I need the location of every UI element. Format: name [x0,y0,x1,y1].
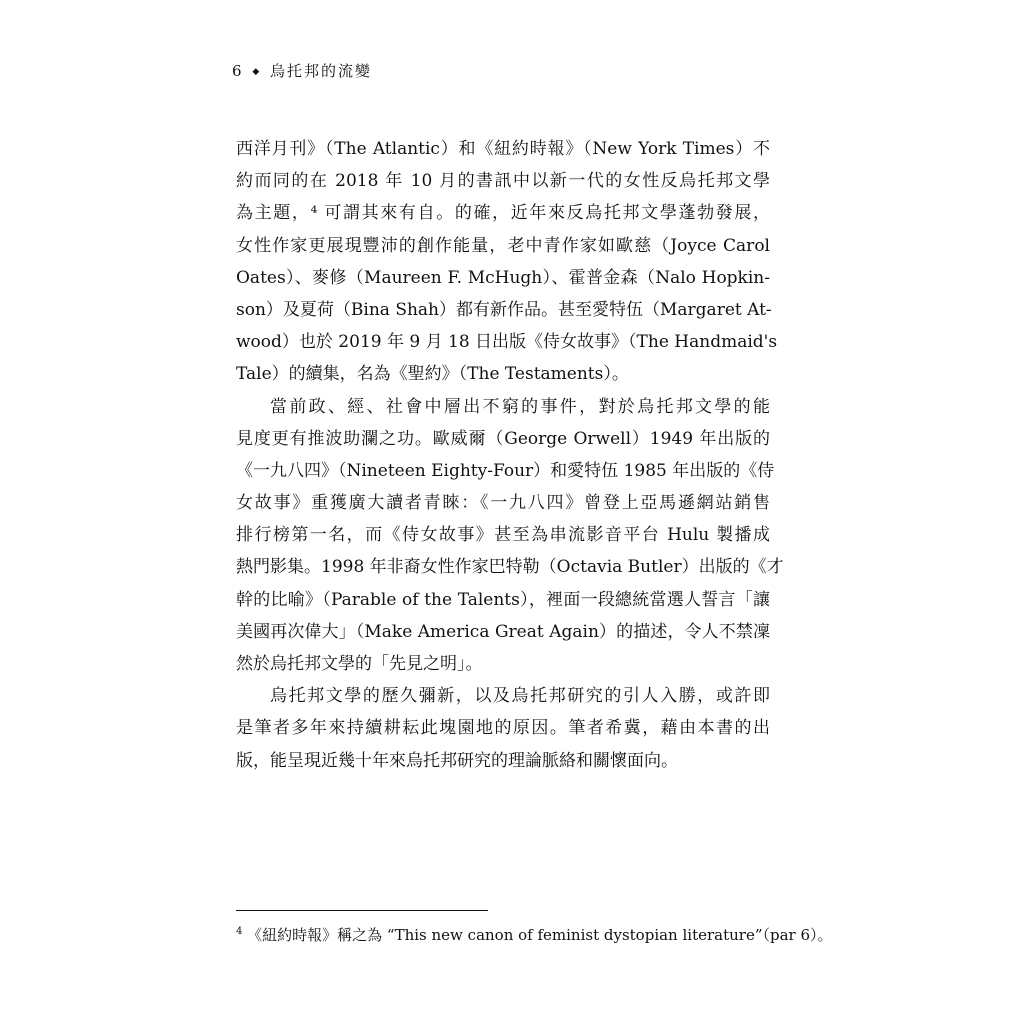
text-line: Oates）、麥修（Maureen F. McHugh）、霍普金森（Nalo Hopkin- [236,267,770,288]
text-line: 排行榜第一名，而《侍女故事》甚至為串流影音平台 Hulu 製播成 [236,525,770,546]
running-header [232,60,372,81]
body-text [236,133,784,777]
text-line: son）及夏荷（Bina Shah）都有新作品。甚至愛特伍（Margaret At- [236,299,772,320]
book-title: 烏托邦的流變 [270,62,373,80]
text-line: Tale）的續集，名為《聖約》（The Testaments）。 [236,364,629,385]
text-line: 熱門影集。1998 年非裔女性作家巴特勒（Octavia Butler）出版的《才 [236,557,784,578]
text-line: 女性作家更展現豐沛的創作能量，老中青作家如歐慈（Joyce Carol [236,235,770,256]
text-line: 是筆者多年來持續耕耘此塊園地的原因。筆者希冀，藉由本書的出 [236,718,770,739]
text-line: 女故事》重獲廣大讀者青睞：《一九八四》曾登上亞馬遜網站銷售 [236,493,770,514]
text-line: 約而同的在 2018 年 10 月的書訊中以新一代的女性反烏托邦文學 [236,171,770,192]
footnote [236,924,833,946]
text-line: 美國再次偉大」（Make America Great Again）的描述，令人不禁凜 [236,621,770,642]
footnote-divider [236,910,488,911]
footnote-marker: 4 [236,926,243,937]
text-line: 西洋月刊》（The Atlantic）和《紐約時報》（New York Times）不 [236,139,770,159]
text-line: 然於烏托邦文學的「先見之明」。 [236,654,483,674]
paragraph-start-line: 當前政、經、社會中層出不窮的事件，對於烏托邦文學的能 [270,396,770,417]
text-line: 為主題，⁴ 可謂其來有自。的確，近年來反烏托邦文學蓬勃發展， [236,203,770,224]
paragraph-start-line: 烏托邦文學的歷久彌新，以及烏托邦研究的引人入勝，或許即 [270,686,770,707]
text-line: 見度更有推波助瀾之功。歐威爾（George Orwell）1949 年出版的 [236,428,770,449]
diamond-separator-icon: ◆ [252,67,262,77]
footnote-text: 《紐約時報》稱之為 “This new canon of feminist dystopian literature”（par 6）。 [247,926,833,944]
text-line: 版，能呈現近幾十年來烏托邦研究的理論脈絡和關懷面向。 [236,750,678,771]
page-number: 6 [232,62,244,80]
text-line: 幹的比喻》（Parable of the Talents），裡面一段總統當選人誓言「讓 [236,589,770,610]
text-line: 《一九八四》（Nineteen Eighty-Four）和愛特伍 1985 年出版的《侍 [236,460,775,481]
text-line: wood）也於 2019 年 9 月 18 日出版《侍女故事》（The Handmaid's [236,332,778,353]
